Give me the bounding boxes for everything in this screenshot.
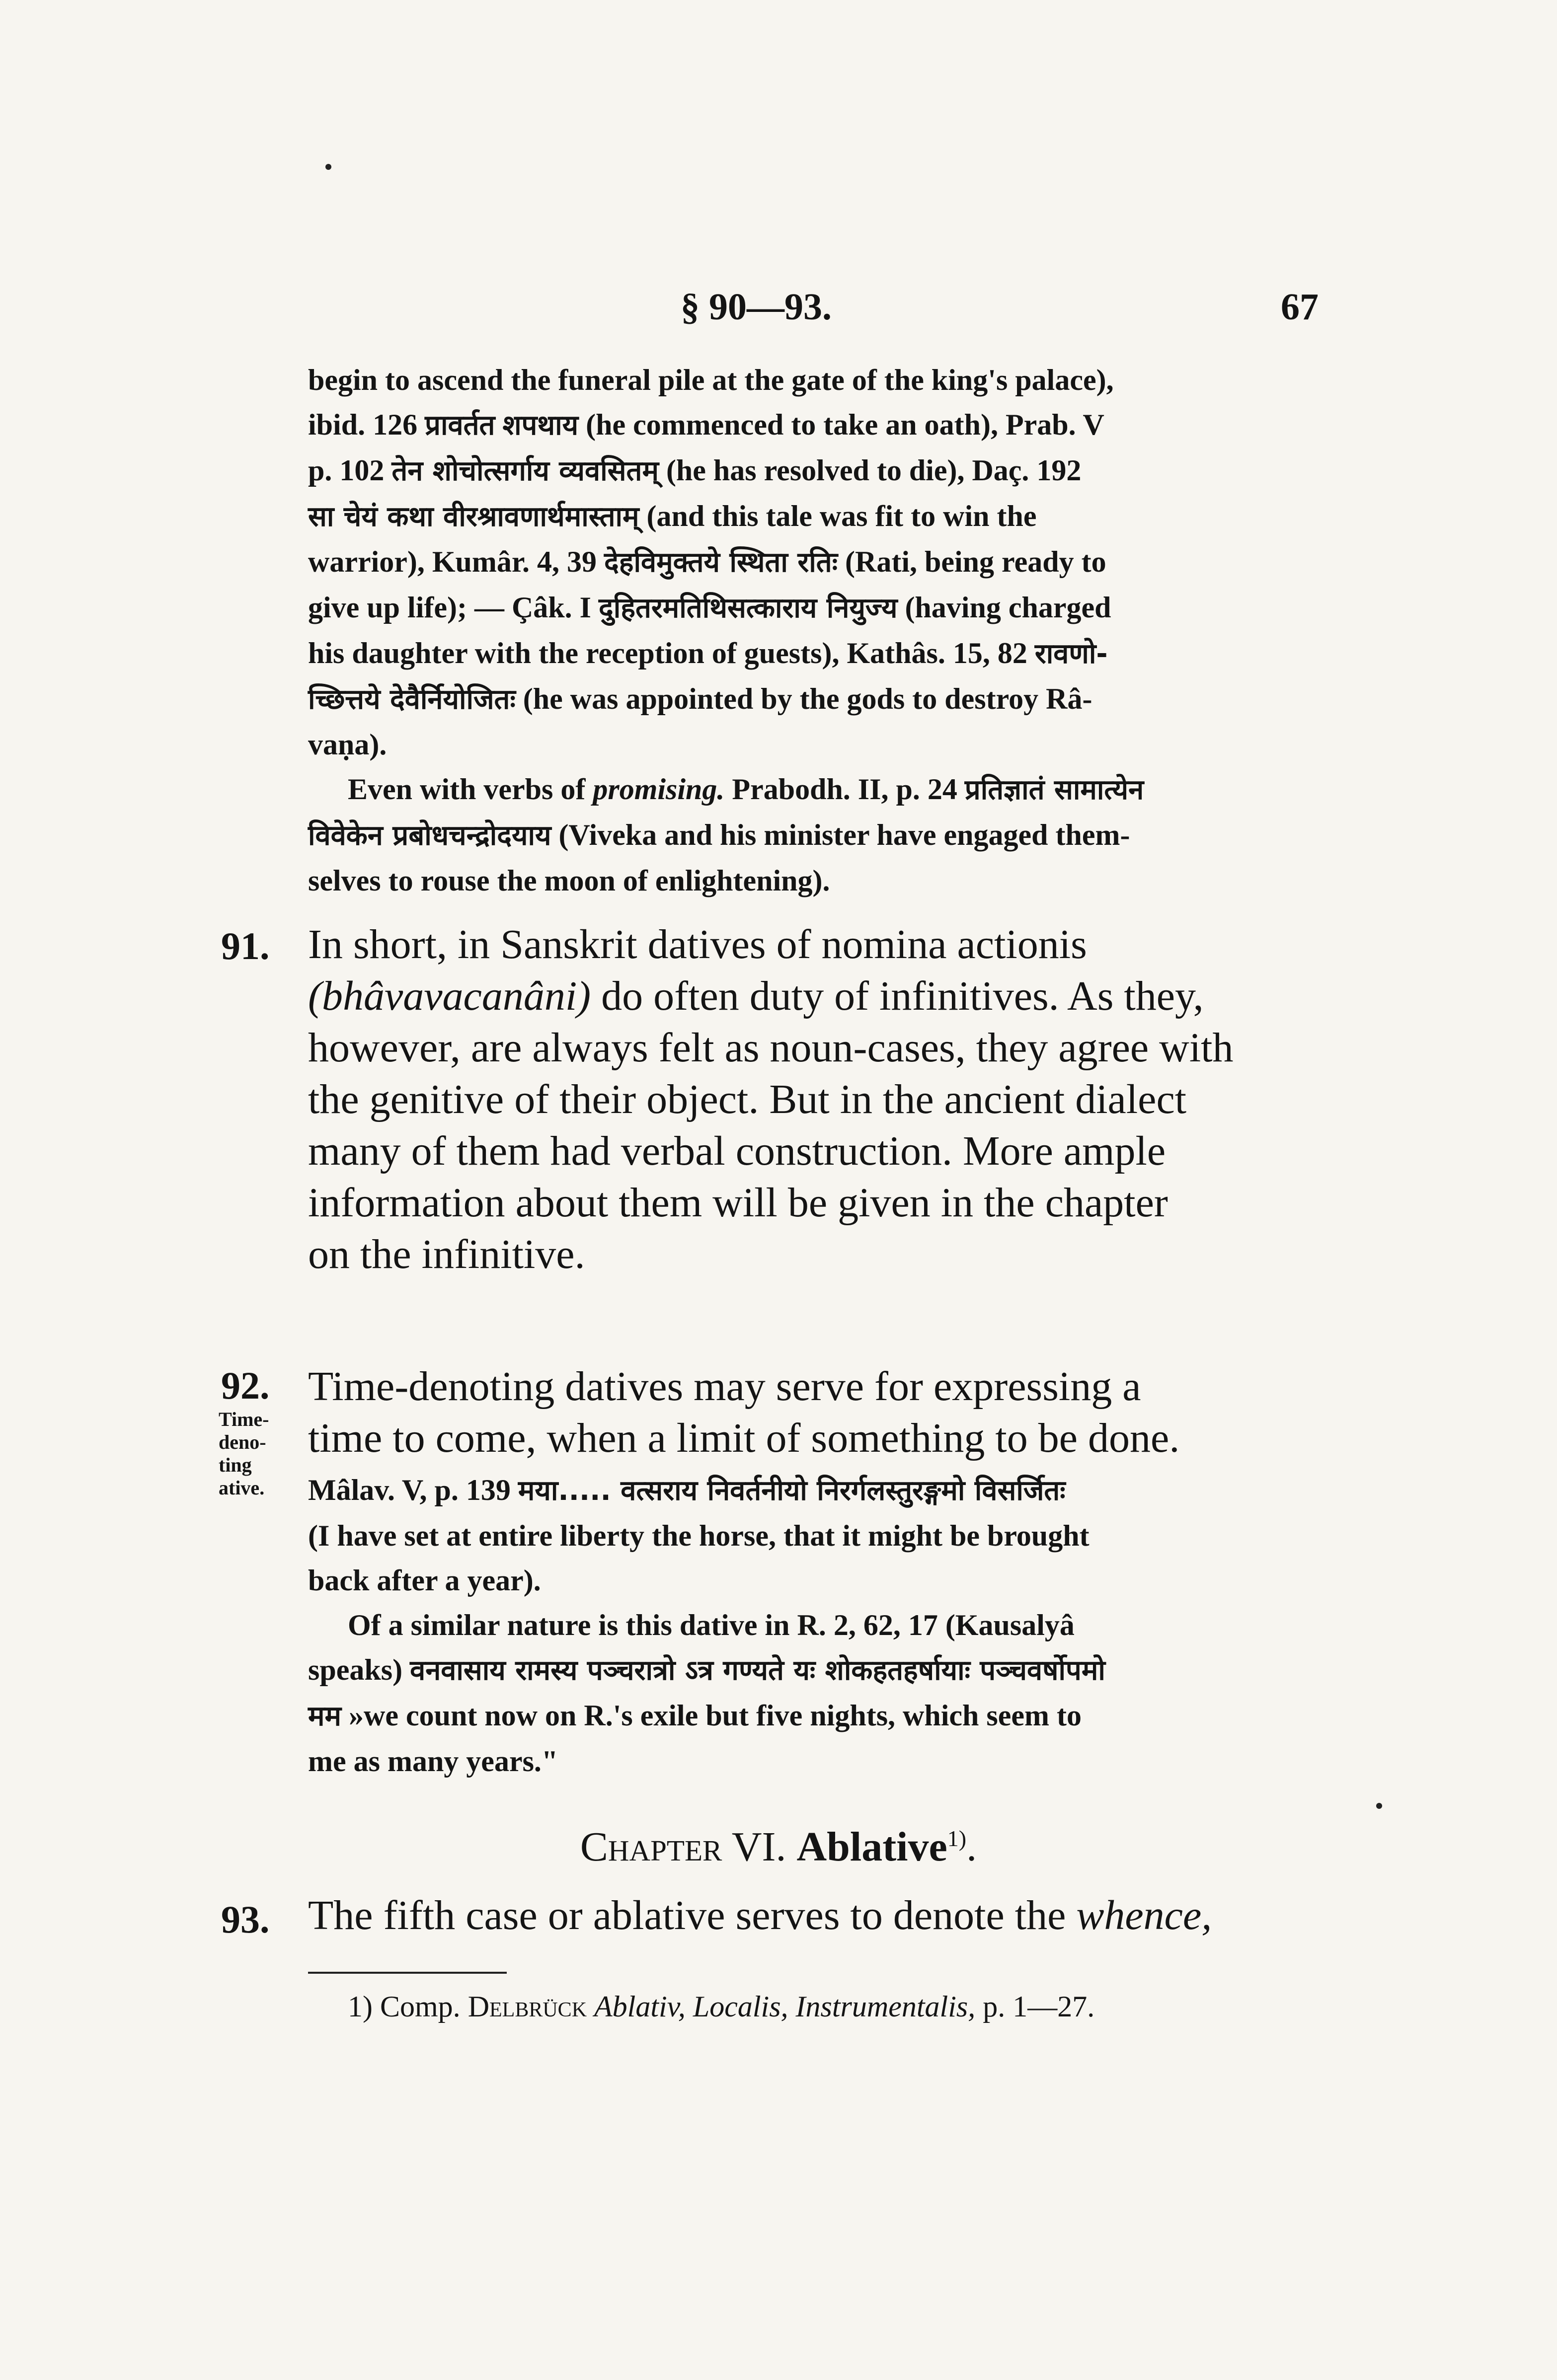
section-92-examples: [308, 1468, 1322, 1784]
text-line: Mâlav. V, p. 139 मया..... वत्सराय निवर्तनीयो निरर्गलस्तुरङ्गमो विसर्जितः: [308, 1474, 1066, 1507]
section-91: [308, 919, 1322, 1280]
text-line: his daughter with the reception of guests), Kathâs. 15, 82 रावणो-: [308, 637, 1108, 670]
margin-note-line: ting: [219, 1454, 252, 1476]
text-line: information about them will be given in the chapter: [308, 1180, 1168, 1226]
text-line: the genitive of their object. But in the ancient dialect: [308, 1076, 1187, 1122]
text-line: Of a similar nature is this dative in R. 2, 62, 17 (Kausalyâ: [348, 1609, 1075, 1641]
section-number-91: 91.: [221, 924, 270, 967]
section-number-93: 93.: [221, 1898, 270, 1941]
footnote: 1) Comp. Delbrück Ablativ, Localis, Instrumentalis, p. 1—27.: [348, 1990, 1095, 2023]
text-line: Even with verbs of promising. Prabodh. II, p. 24 प्रतिज्ञातं सामात्येन: [348, 773, 1144, 806]
text-line: Time-denoting datives may serve for expressing a: [308, 1363, 1141, 1410]
margin-note-line: ative.: [219, 1477, 265, 1499]
footnote-rule: [308, 1972, 507, 1974]
margin-note: [219, 1408, 269, 1499]
margin-note-line: Time-: [219, 1408, 269, 1430]
text-line: me as many years.": [308, 1745, 558, 1778]
text-line: however, are always felt as noun-cases, they agree with: [308, 1025, 1234, 1071]
margin-note-line: deno-: [219, 1431, 266, 1453]
text-line: time to come, when a limit of something to be done.: [308, 1415, 1180, 1461]
scan-speck: [1376, 1803, 1382, 1809]
text-line: vaṇa).: [308, 728, 387, 761]
text-line: selves to rouse the moon of enlightening).: [308, 864, 830, 897]
page-number: 67: [1281, 286, 1319, 328]
text-line: (I have set at entire liberty the horse, that it might be brought: [308, 1519, 1090, 1552]
text-line: The fifth case or ablative serves to denote the whence,: [308, 1892, 1212, 1938]
text-line: warrior), Kumâr. 4, 39 देहविमुक्तये स्थिता रतिः (Rati, being ready to: [308, 545, 1106, 579]
chapter-title: Ablative: [796, 1824, 947, 1870]
text-line: मम »we count now on R.'s exile but five nights, which seem to: [308, 1699, 1082, 1732]
chapter-heading: Chapter VI. Ablative$^{1)}$.: [580, 1824, 977, 1870]
text-line: विवेकेन प्रबोधचन्द्रोदयाय (Viveka and his minister have engaged them-: [308, 818, 1130, 852]
text-line: on the infinitive.: [308, 1231, 585, 1277]
chapter-label: Chapter: [580, 1824, 722, 1870]
text-line: ibid. 126 प्रावर्तत शपथाय (he commenced to take an oath), Prab. V: [308, 408, 1104, 442]
section-90-continuation: [308, 358, 1322, 903]
text-line: back after a year).: [308, 1564, 541, 1597]
footnote-marker: 1): [947, 1826, 967, 1851]
text-line: (bhâvavacanâni) do often duty of infinitives. As they,: [308, 973, 1204, 1019]
running-head: § 90—93.: [681, 286, 832, 328]
text-line: p. 102 तेन शोचोत्सर्गाय व्यवसितम् (he has resolved to die), Daç. 192: [308, 454, 1082, 487]
text-line: In short, in Sanskrit datives of nomina actionis: [308, 921, 1087, 967]
section-92: [308, 1361, 1322, 1464]
section-number-92: 92.: [221, 1364, 270, 1407]
scan-speck: [325, 164, 331, 170]
text-line: many of them had verbal construction. More ample: [308, 1128, 1166, 1174]
text-line: begin to ascend the funeral pile at the gate of the king's palace),: [308, 364, 1114, 396]
text-line: सा चेयं कथा वीरश्रावणार्थमास्ताम् (and this tale was fit to win the: [308, 500, 1037, 533]
text-line: च्छित्तये देवैर्नियोजितः (he was appointed by the gods to destroy Râ-: [308, 682, 1092, 716]
chapter-numeral: VI.: [731, 1824, 786, 1870]
text-line: give up life); — Çâk. I दुहितरमतिथिसत्काराय नियुज्य (having charged: [308, 591, 1111, 624]
text-line: speaks) वनवासाय रामस्य पञ्चरात्रो ऽत्र गण्यते यः शोकहतहर्षायाः पञ्चवर्षोपमो: [308, 1653, 1105, 1687]
section-93: [308, 1890, 1322, 1941]
